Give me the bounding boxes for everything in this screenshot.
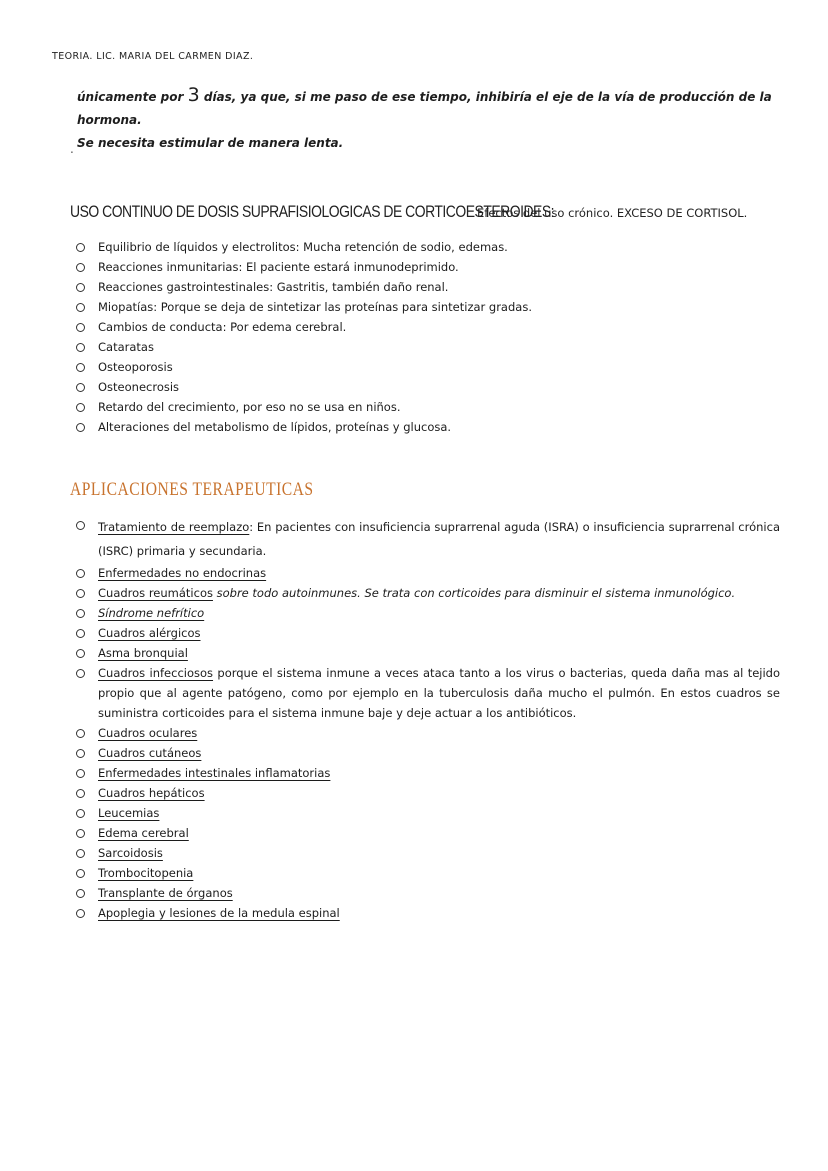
intro-line-2: Se necesita estimular de manera lenta. bbox=[77, 136, 344, 150]
intro-paragraph bbox=[77, 84, 782, 155]
intro-line-1 bbox=[77, 84, 782, 132]
list-item bbox=[76, 397, 788, 417]
circle-bullet-icon bbox=[76, 909, 85, 918]
list-item-text: Miopatías: Porque se deja de sintetizar las proteínas para sintetizar gradas. bbox=[98, 300, 532, 314]
section-heading-aplicaciones: APLICACIONES TERAPEUTICAS bbox=[70, 479, 314, 500]
circle-bullet-icon bbox=[76, 749, 85, 758]
page-header: TEORIA. LIC. MARIA DEL CARMEN DIAZ. bbox=[52, 51, 254, 62]
circle-bullet-icon bbox=[76, 609, 85, 618]
circle-bullet-icon bbox=[76, 649, 85, 658]
intro-number: 3 bbox=[187, 84, 200, 106]
circle-bullet-icon bbox=[76, 849, 85, 858]
list-item bbox=[76, 743, 780, 763]
list-item-text: Síndrome nefrítico bbox=[98, 606, 205, 620]
circle-bullet-icon bbox=[76, 363, 85, 372]
list-item bbox=[76, 337, 788, 357]
stray-dot: . bbox=[70, 142, 74, 156]
circle-bullet-icon bbox=[76, 589, 85, 598]
list-item bbox=[76, 763, 780, 783]
list-item bbox=[76, 723, 780, 743]
circle-bullet-icon bbox=[76, 669, 85, 678]
item-description: : En pacientes con insuficiencia suprarrenal aguda (ISRA) o insuficiencia suprarrenal crónica (ISRC) primaria y secundaria. bbox=[98, 520, 780, 558]
list-item bbox=[76, 417, 788, 437]
circle-bullet-icon bbox=[76, 789, 85, 798]
list-item-text: Osteoporosis bbox=[98, 360, 173, 374]
section-heading-uso-continuo bbox=[70, 202, 790, 222]
list-item-text: Cataratas bbox=[98, 340, 154, 354]
list-item-text bbox=[98, 663, 780, 723]
item-description: porque el sistema inmune a veces ataca tanto a los virus o bacterias, queda daña mas al tejido propio que al agente patógeno, como por ejemplo en la tuberculosis daña mucho el pulmón. En estos cuadros se suministra corticoides para el sistema inmune baje y deje actuar a los antibióticos. bbox=[98, 666, 780, 720]
list-item bbox=[76, 297, 788, 317]
effects-list bbox=[76, 237, 788, 437]
intro-text: únicamente por bbox=[77, 90, 188, 104]
intro-text: días, ya que, si me paso de ese tiempo, inhibiría el eje de la vía de producción de la hormona. bbox=[77, 90, 772, 127]
list-item bbox=[76, 783, 780, 803]
list-item bbox=[76, 583, 780, 603]
circle-bullet-icon bbox=[76, 383, 85, 392]
circle-bullet-icon bbox=[76, 729, 85, 738]
circle-bullet-icon bbox=[76, 283, 85, 292]
list-item bbox=[76, 563, 780, 583]
circle-bullet-icon bbox=[76, 629, 85, 638]
circle-bullet-icon bbox=[76, 829, 85, 838]
list-item-text: Trombocitopenia bbox=[98, 866, 194, 880]
list-item-text: Transplante de órganos bbox=[98, 886, 233, 900]
list-item-text: Reacciones inmunitarias: El paciente estará inmunodeprimido. bbox=[98, 260, 459, 274]
list-item bbox=[76, 257, 788, 277]
list-item bbox=[76, 823, 780, 843]
list-item bbox=[76, 357, 788, 377]
list-item-text: Alteraciones del metabolismo de lípidos, proteínas y glucosa. bbox=[98, 420, 452, 434]
section-title: USO CONTINUO DE DOSIS SUPRAFISIOLOGICAS DE CORTICOESTEROIDES: bbox=[70, 202, 555, 221]
list-item-text: Equilibrio de líquidos y electrolitos: Mucha retención de sodio, edemas. bbox=[98, 240, 508, 254]
list-item bbox=[76, 643, 780, 663]
list-item bbox=[76, 377, 788, 397]
item-label: Cuadros reumáticos bbox=[98, 586, 213, 600]
list-item-text bbox=[98, 515, 780, 563]
list-item bbox=[76, 803, 780, 823]
circle-bullet-icon bbox=[76, 869, 85, 878]
list-item bbox=[76, 623, 780, 643]
circle-bullet-icon bbox=[76, 889, 85, 898]
list-item bbox=[76, 237, 788, 257]
list-item bbox=[76, 603, 780, 623]
list-item-text: Osteonecrosis bbox=[98, 380, 180, 394]
list-item-text: Cambios de conducta: Por edema cerebral. bbox=[98, 320, 347, 334]
item-label: Cuadros infecciosos bbox=[98, 666, 214, 680]
list-item bbox=[76, 903, 780, 923]
list-item-text: Enfermedades intestinales inflamatorias bbox=[98, 766, 331, 780]
list-item-text: Asma bronquial bbox=[98, 646, 188, 660]
item-description: sobre todo autoinmunes. Se trata con corticoides para disminuir el sistema inmunológico. bbox=[212, 586, 736, 600]
circle-bullet-icon bbox=[76, 809, 85, 818]
list-item-text: Enfermedades no endocrinas bbox=[98, 566, 267, 580]
circle-bullet-icon bbox=[76, 263, 85, 272]
circle-bullet-icon bbox=[76, 423, 85, 432]
circle-bullet-icon bbox=[76, 403, 85, 412]
circle-bullet-icon bbox=[76, 243, 85, 252]
list-item-text: Cuadros hepáticos bbox=[98, 786, 205, 800]
circle-bullet-icon bbox=[76, 521, 85, 530]
section-subtitle: Efectos del uso crónico. EXCESO DE CORTISOL. bbox=[477, 206, 748, 220]
item-label: Tratamiento de reemplazo bbox=[98, 520, 250, 534]
list-item bbox=[76, 883, 780, 903]
list-item bbox=[76, 843, 780, 863]
circle-bullet-icon bbox=[76, 569, 85, 578]
circle-bullet-icon bbox=[76, 343, 85, 352]
list-item-text: Apoplegia y lesiones de la medula espinal bbox=[98, 906, 340, 920]
applications-list bbox=[76, 515, 780, 923]
list-item-text: Edema cerebral bbox=[98, 826, 189, 840]
list-item bbox=[76, 863, 780, 883]
list-item-text: Sarcoidosis bbox=[98, 846, 163, 860]
list-item bbox=[76, 663, 780, 723]
list-item-text: Cuadros oculares bbox=[98, 726, 198, 740]
list-item-text: Leucemias bbox=[98, 806, 160, 820]
list-item-text: Reacciones gastrointestinales: Gastritis, también daño renal. bbox=[98, 280, 449, 294]
circle-bullet-icon bbox=[76, 769, 85, 778]
list-item bbox=[76, 277, 788, 297]
circle-bullet-icon bbox=[76, 303, 85, 312]
list-item-text: Cuadros alérgicos bbox=[98, 626, 201, 640]
circle-bullet-icon bbox=[76, 323, 85, 332]
list-item bbox=[76, 515, 780, 563]
list-item-text: Cuadros cutáneos bbox=[98, 746, 202, 760]
list-item-text: Retardo del crecimiento, por eso no se usa en niños. bbox=[98, 400, 401, 414]
list-item bbox=[76, 317, 788, 337]
list-item-text bbox=[98, 583, 780, 603]
